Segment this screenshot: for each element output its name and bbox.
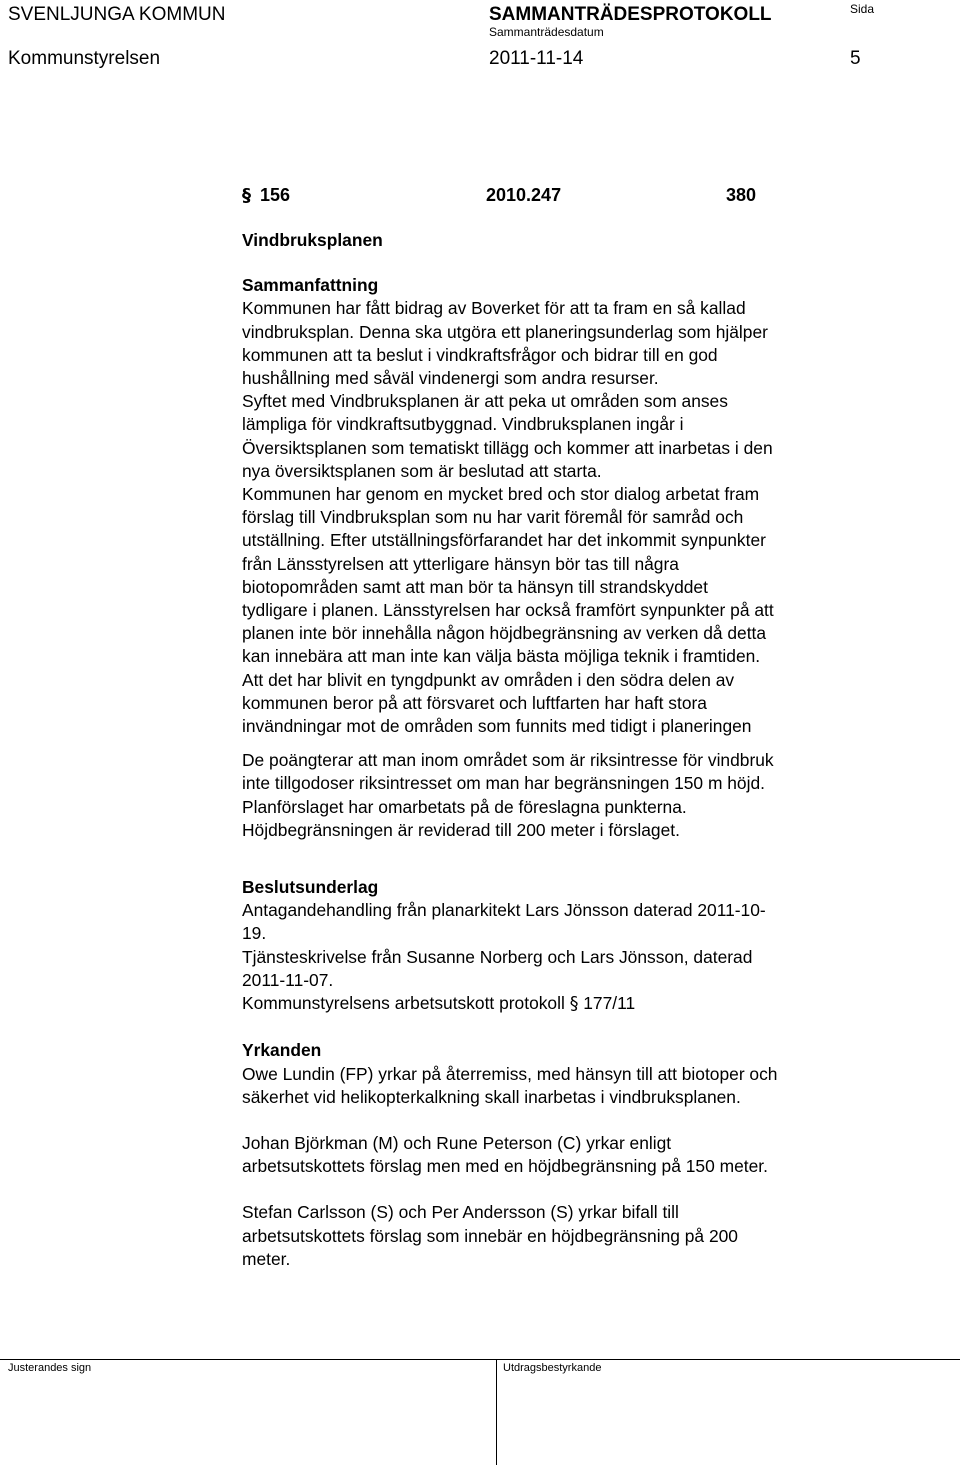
page-label: Sida (850, 2, 875, 16)
motion-line: säkerhet vid helikopterkalkning skall inarbetas i vindbruksplanen. (242, 1086, 741, 1107)
summary-text (242, 297, 922, 738)
meeting-date: 2011-11-14 (489, 48, 584, 69)
motions-heading: Yrkanden (242, 1040, 322, 1061)
motion-line: Owe Lundin (FP) yrkar på återremiss, med hänsyn till att biotoper och (242, 1063, 778, 1084)
basis-line: Antagandehandling från planarkitekt Lars Jönsson daterad 2011-10- (242, 900, 766, 921)
section-number-row (242, 182, 922, 212)
meeting-date-label: Sammanträdesdatum (489, 25, 604, 39)
summary-heading: Sammanfattning (242, 275, 379, 296)
summary-line: inte tillgodoser riksintresset om man har begränsningen 150 m höjd. (242, 773, 765, 794)
summary-line: tydligare i planen. Länsstyrelsen har också framfört synpunkter på att (242, 600, 774, 621)
motion-item (242, 1132, 922, 1178)
case-number: 2010.247 (486, 185, 562, 205)
summary-line: kommunen beror på att försvaret och luftfarten har haft stora (242, 692, 707, 713)
summary-line: kommunen att ta beslut i vindkraftsfrågor och bidrar till en god (242, 344, 718, 365)
basis-line: Tjänsteskrivelse från Susanne Norberg och Lars Jönsson, daterad (242, 946, 753, 967)
reference-number: 380 (726, 185, 757, 205)
motion-line: arbetsutskottets förslag men med en höjdbegränsning på 150 meter. (242, 1156, 768, 1177)
summary-line: Kommunen har fått bidrag av Boverket för att ta fram en så kallad (242, 298, 746, 319)
summary-line: kan innebära att man inte kan välja bästa möjliga teknik i framtiden. (242, 646, 761, 667)
signature-box-label: Justerandes sign (8, 1362, 92, 1374)
protocol-title: SAMMANTRÄDESPROTOKOLL (489, 4, 772, 25)
summary-line: biotopområden samt att man bör ta hänsyn till strandskyddet (242, 576, 708, 597)
footer-rule (0, 1359, 960, 1360)
paragraph-sign: § (242, 185, 251, 206)
motion-item (242, 1063, 922, 1109)
summary-line: De poängterar att man inom området som är riksintresse för vindbruk (242, 750, 774, 771)
summary-line: Planförslaget har omarbetats på de föreslagna punkterna. (242, 796, 687, 817)
summary-line: Att det har blivit en tyngdpunkt av områden i den södra delen av (242, 669, 735, 690)
summary-line: Syftet med Vindbruksplanen är att peka ut områden som anses (242, 391, 728, 412)
summary-text-continued (242, 749, 922, 842)
basis-line: 2011-11-07. (242, 969, 334, 990)
summary-line: Översiktsplanen som tematiskt tillägg och kommer att inarbetas i den (242, 437, 773, 458)
summary-line: förslag till Vindbruksplan som nu har varit föremål för samråd och (242, 507, 744, 528)
committee-name: Kommunstyrelsen (8, 48, 161, 69)
footer-divider (496, 1359, 497, 1465)
motion-line: arbetsutskottets förslag som innebär en höjdbegränsning på 200 (242, 1225, 738, 1246)
basis-line (242, 992, 922, 1016)
motion-line: Johan Björkman (M) och Rune Peterson (C) yrkar enligt (242, 1132, 672, 1153)
summary-line: nya översiktsplanen som är beslutad att starta. (242, 460, 602, 481)
motion-item (242, 1201, 922, 1271)
summary-line: lämpliga för vindkraftsutbyggnad. Vindbruksplanen ingår i (242, 414, 684, 435)
summary-line: invändningar mot de områden som funnits med tidigt i planeringen (242, 716, 752, 737)
summary-line: från Länsstyrelsen att ytterligare hänsyn bör tas till några (242, 553, 679, 574)
basis-line: 19. (242, 923, 267, 944)
summary-line: utställning. Efter utställningsförfarandet har det inkommit synpunkter (242, 530, 766, 551)
certification-box-label: Utdragsbestyrkande (503, 1362, 602, 1374)
protocol-body (242, 182, 922, 1271)
basis-list (242, 899, 922, 1016)
page-number: 5 (850, 48, 861, 69)
section-title: Vindbruksplanen (242, 230, 383, 250)
basis-protocol-ref: 177/11 (583, 993, 636, 1014)
summary-line: Kommunen har genom en mycket bred och stor dialog arbetat fram (242, 484, 760, 505)
municipality-name: SVENLJUNGA KOMMUN (8, 4, 226, 25)
paragraph-sign: § (569, 994, 579, 1015)
motion-line: Stefan Carlsson (S) och Per Andersson (S) yrkar bifall till (242, 1202, 679, 1223)
basis-protocol-text: Kommunstyrelsens arbetsutskott protokoll (242, 993, 565, 1014)
summary-line: Höjdbegränsningen är reviderad till 200 meter i förslaget. (242, 819, 680, 840)
section-number: 156 (260, 185, 291, 205)
summary-line: hushållning med såväl vindenergi som andra resurser. (242, 368, 659, 389)
motion-line: meter. (242, 1248, 291, 1269)
basis-heading: Beslutsunderlag (242, 877, 379, 898)
summary-line: planen inte bör innehålla någon höjdbegränsning av verken då detta (242, 623, 767, 644)
summary-line: vindbruksplan. Denna ska utgöra ett planeringsunderlag som hjälper (242, 321, 768, 342)
